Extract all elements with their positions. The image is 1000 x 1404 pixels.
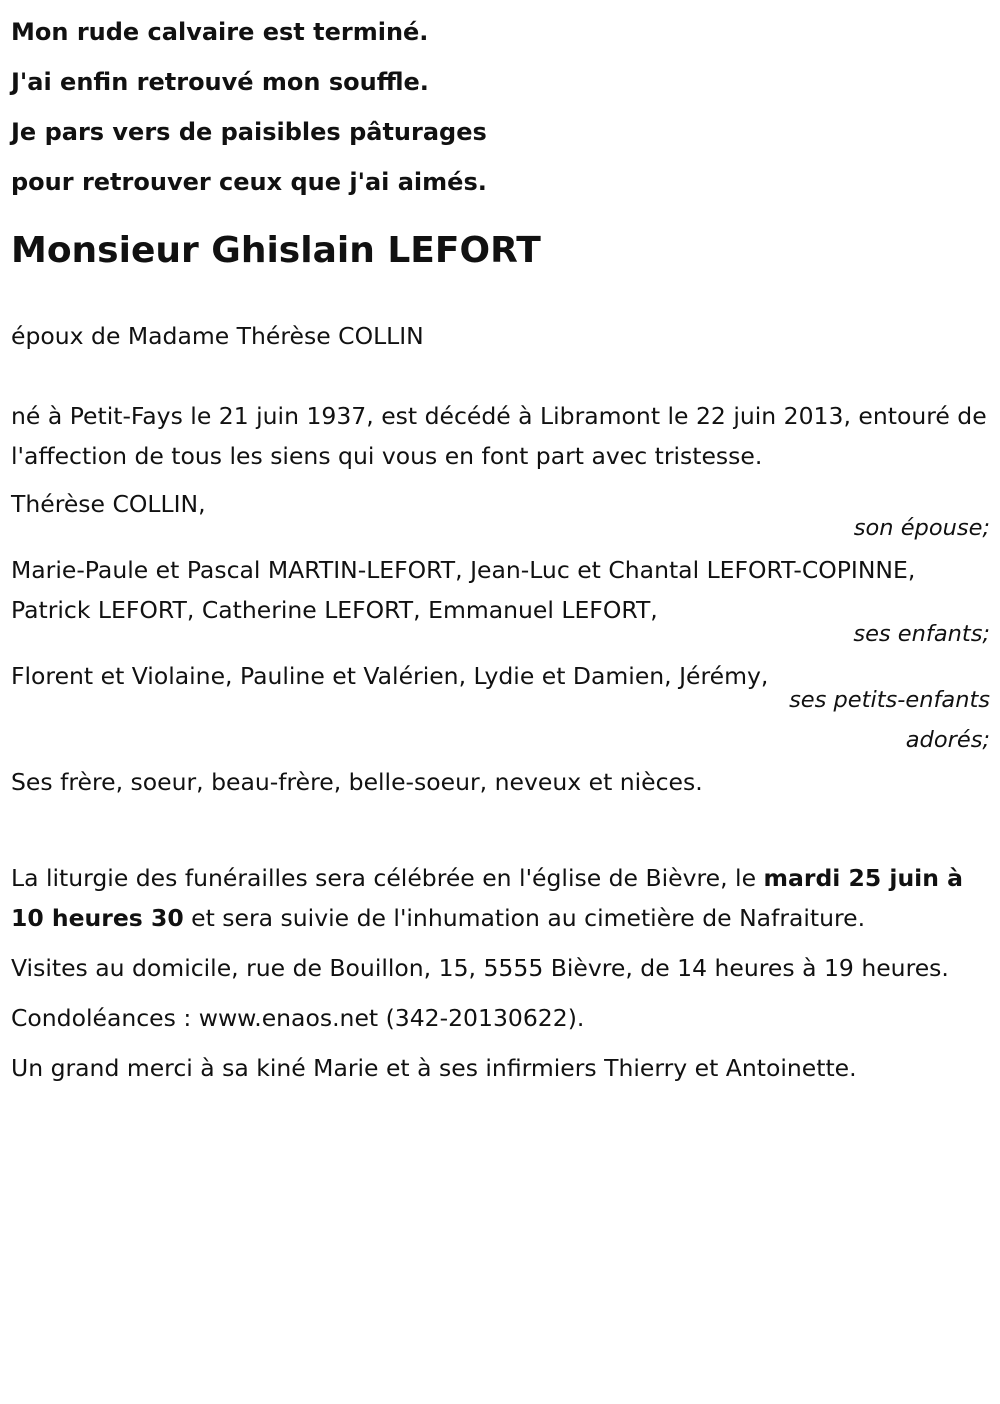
poem-line: Mon rude calvaire est terminé. (11, 18, 429, 46)
funeral-text-start: La liturgie des funérailles sera célébrée en l'église de Bièvre, le (11, 864, 764, 892)
thanks-line: Un grand merci à sa kiné Marie et à ses infirmiers Thierry et Antoinette. (11, 1054, 857, 1082)
spouse-line: époux de Madame Thérèse COLLIN (11, 322, 424, 350)
family-name-line: Patrick LEFORT, (11, 596, 195, 624)
family-name-line: Lydie et Damien, Jérémy, (473, 662, 769, 690)
role-label: ses petits-enfants (789, 687, 990, 713)
deceased-name: Monsieur Ghislain LEFORT (11, 230, 541, 271)
funeral-text-end: et sera suivie de l'inhumation au cimetière de Nafraiture. (183, 904, 866, 932)
family-name-line: Jean-Luc et Chantal LEFORT-COPINNE, (470, 556, 916, 584)
poem-line: J'ai enfin retrouvé mon souffle. (11, 68, 429, 96)
funeral-date: mardi 25 juin à 10 heures 30 (11, 864, 964, 932)
family-extended-names (11, 762, 990, 802)
family-name-line: Ses frère, soeur, beau-frère, belle-soeur, (11, 768, 488, 796)
family-name-line: Thérèse COLLIN, (11, 490, 206, 518)
poem-line: pour retrouver ceux que j'ai aimés. (11, 168, 487, 196)
family-name-line: neveux et nièces. (494, 768, 703, 796)
poem-line: Je pars vers de paisibles pâturages (11, 118, 487, 146)
family-name-line: Florent et Violaine, Pauline et Valérien, (11, 662, 467, 690)
poem (11, 7, 990, 207)
family-name-line: Marie-Paule et Pascal MARTIN-LEFORT, (11, 556, 463, 584)
role-label: adorés; (905, 727, 990, 753)
funeral-paragraph (11, 858, 990, 938)
visits-paragraph: Visites au domicile, rue de Bouillon, 15, 5555 Bièvre, de 14 heures à 19 heures. (11, 954, 949, 982)
family-name-line: Emmanuel LEFORT, (428, 596, 658, 624)
condolences-line: Condoléances : www.enaos.net (342-20130622). (11, 1004, 585, 1032)
family-name-line: Catherine LEFORT, (201, 596, 421, 624)
birth-death-paragraph: né à Petit-Fays le 21 juin 1937, est décédé à Libramont le 22 juin 2013, entouré de l'affection de tous les siens qui vous en font part avec tristesse. (11, 402, 987, 470)
role-label: ses enfants; (853, 621, 990, 647)
role-label: son épouse; (853, 515, 990, 541)
